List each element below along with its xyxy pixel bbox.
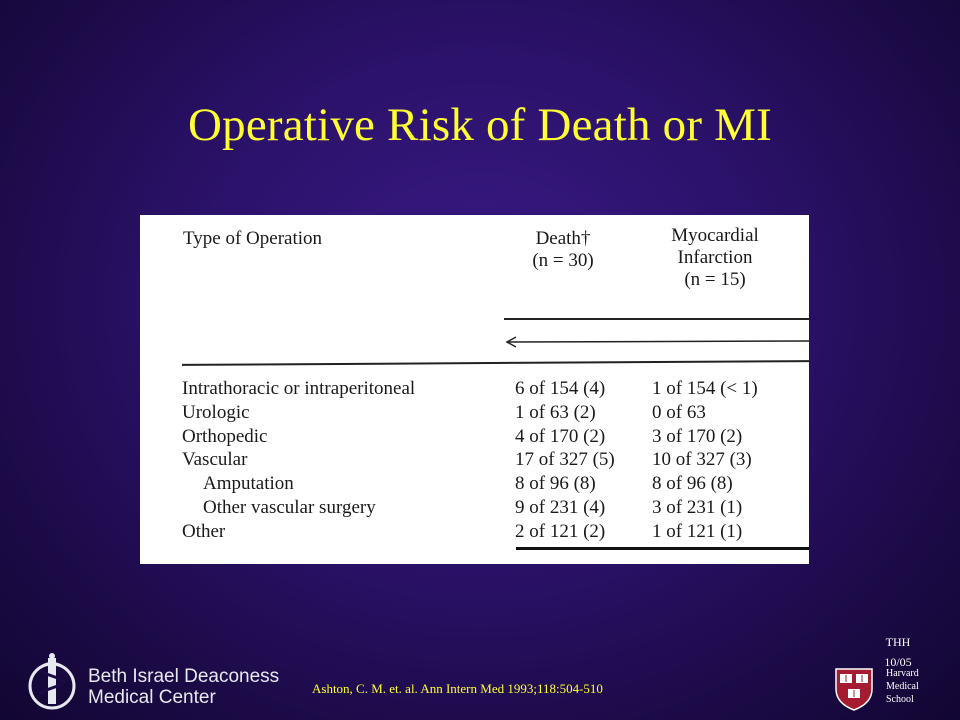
table-bottom-rule: [516, 547, 809, 550]
header-mi-n: (n = 15): [684, 269, 746, 290]
data-table: [140, 215, 809, 564]
header-mi: [650, 225, 780, 291]
citation: Ashton, C. M. et. al. Ann Intern Med 1993;118:504-510: [312, 681, 603, 696]
header-death-n: (n = 30): [532, 250, 594, 271]
bidmc-name-line2: Medical Center: [88, 687, 216, 708]
harvard-shield-icon: [834, 667, 874, 711]
row-label: Urologic: [182, 402, 250, 423]
slide-title: Operative Risk of Death or MI: [187, 99, 772, 151]
mi-cell: 3 of 231 (1): [652, 497, 743, 518]
mi-cell: 1 of 154 (< 1): [652, 378, 758, 399]
row-label: Other: [182, 521, 226, 542]
table-row: [140, 448, 809, 472]
header-mi-line1: Myocardial: [671, 225, 759, 246]
row-label: Intrathoracic or intraperitoneal: [182, 378, 416, 399]
table-row: [140, 425, 809, 449]
death-cell: 6 of 154 (4): [515, 378, 606, 399]
slide-date: 10/05: [884, 655, 912, 669]
mi-cell: 8 of 96 (8): [652, 473, 733, 494]
death-cell: 4 of 170 (2): [515, 426, 606, 447]
mi-cell: 10 of 327 (3): [652, 449, 752, 470]
row-label: Orthopedic: [182, 426, 268, 447]
table-row: [140, 377, 809, 401]
harvard-name-line3: School: [886, 694, 914, 705]
death-cell: 9 of 231 (4): [515, 497, 606, 518]
left-arrow-icon: [504, 334, 809, 350]
mi-cell: 0 of 63: [652, 402, 706, 423]
header-death: [508, 228, 618, 272]
bidmc-logo-icon: [26, 652, 78, 712]
death-cell: 1 of 63 (2): [515, 402, 596, 423]
bidmc-name: [88, 666, 279, 708]
header-death-label: Death†: [535, 228, 591, 249]
death-cell: 2 of 121 (2): [515, 521, 606, 542]
table-row: [140, 472, 809, 496]
header-type-of-operation: Type of Operation: [183, 228, 323, 249]
bidmc-name-line1: Beth Israel Deaconess: [88, 666, 280, 687]
author-initials: THH: [885, 635, 911, 649]
header-rule-bottom: [182, 360, 809, 365]
row-label: Other vascular surgery: [203, 497, 376, 518]
mi-cell: 3 of 170 (2): [652, 426, 743, 447]
harvard-name-line2: Medical: [886, 681, 919, 692]
table-row: [140, 520, 809, 544]
table-row: [140, 401, 809, 425]
table-row: [140, 496, 809, 520]
mi-cell: 1 of 121 (1): [652, 521, 743, 542]
death-cell: 17 of 327 (5): [515, 449, 615, 470]
death-cell: 8 of 96 (8): [515, 473, 596, 494]
bidmc-logo: [26, 652, 286, 712]
harvard-name-line1: Harvard: [886, 668, 919, 679]
harvard-name: [886, 667, 919, 706]
harvard-logo: [834, 665, 944, 715]
header-mi-line2: Infarction: [677, 247, 753, 268]
row-label: Amputation: [203, 473, 294, 494]
header-rule-top: [504, 318, 809, 320]
row-label: Vascular: [182, 449, 248, 470]
